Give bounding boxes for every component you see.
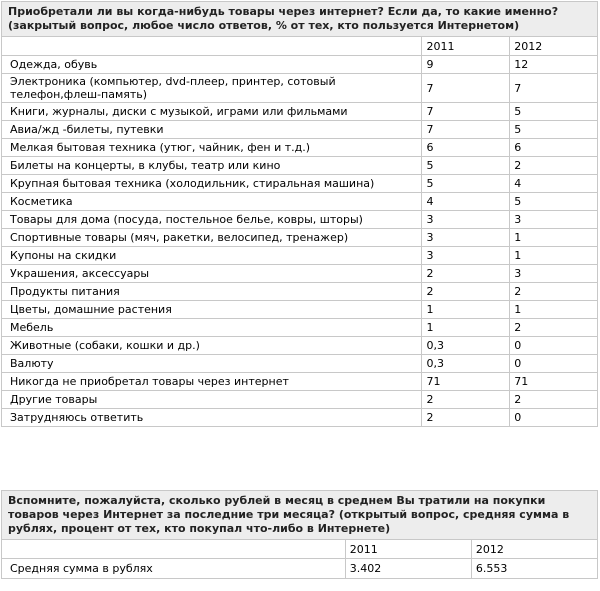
row-label: Мелкая бытовая техника (утюг, чайник, фен и т.д.) — [2, 139, 422, 157]
value-2012: 3 — [510, 265, 598, 283]
header-year-2011: 2011 — [345, 540, 471, 559]
header-row — [2, 37, 598, 56]
table-row — [2, 74, 598, 103]
value-2011: 3 — [422, 229, 510, 247]
row-label: Авиа/жд -билеты, путевки — [2, 121, 422, 139]
table-row — [2, 103, 598, 121]
value-2011: 7 — [422, 74, 510, 103]
value-2012: 0 — [510, 337, 598, 355]
table-row — [2, 283, 598, 301]
value-2011: 2 — [422, 265, 510, 283]
value-2012: 12 — [510, 56, 598, 74]
value-2011: 5 — [422, 157, 510, 175]
table-row — [2, 121, 598, 139]
value-2011: 1 — [422, 301, 510, 319]
header-empty-cell — [2, 540, 346, 559]
header-year-2012: 2012 — [471, 540, 597, 559]
table-row — [2, 193, 598, 211]
value-2012: 3 — [510, 211, 598, 229]
value-2011: 9 — [422, 56, 510, 74]
table-row — [2, 56, 598, 74]
row-label: Животные (собаки, кошки и др.) — [2, 337, 422, 355]
value-2011: 2 — [422, 409, 510, 427]
question-text: Приобретали ли вы когда-нибудь товары через интернет? Если да, то какие именно? (закрытый вопрос, любое число ответов, % от тех, кто пользуется Интернетом) — [2, 2, 598, 37]
spending-table — [1, 490, 598, 579]
value-2011: 7 — [422, 121, 510, 139]
row-label: Одежда, обувь — [2, 56, 422, 74]
table-row — [2, 373, 598, 391]
value-2012: 5 — [510, 103, 598, 121]
row-label: Спортивные товары (мяч, ракетки, велосипед, тренажер) — [2, 229, 422, 247]
row-label: Товары для дома (посуда, постельное белье, ковры, шторы) — [2, 211, 422, 229]
row-label: Средняя сумма в рублях — [2, 559, 346, 579]
value-2011: 71 — [422, 373, 510, 391]
value-2011: 4 — [422, 193, 510, 211]
row-label: Электроника (компьютер, dvd-плеер, принтер, сотовый телефон,флеш-память) — [2, 74, 422, 103]
header-empty-cell — [2, 37, 422, 56]
table-row — [2, 355, 598, 373]
table-row — [2, 301, 598, 319]
table-row — [2, 139, 598, 157]
table-row — [2, 409, 598, 427]
value-2011: 0,3 — [422, 337, 510, 355]
value-2012: 71 — [510, 373, 598, 391]
row-label: Продукты питания — [2, 283, 422, 301]
table-row — [2, 175, 598, 193]
header-year-2011: 2011 — [422, 37, 510, 56]
row-label: Косметика — [2, 193, 422, 211]
row-label: Цветы, домашние растения — [2, 301, 422, 319]
row-label: Купоны на скидки — [2, 247, 422, 265]
value-2012: 6.553 — [471, 559, 597, 579]
value-2012: 1 — [510, 301, 598, 319]
table-row — [2, 211, 598, 229]
value-2011: 2 — [422, 391, 510, 409]
header-year-2012: 2012 — [510, 37, 598, 56]
row-label: Валюту — [2, 355, 422, 373]
value-2011: 0,3 — [422, 355, 510, 373]
value-2012: 2 — [510, 283, 598, 301]
table-row — [2, 559, 598, 579]
row-label: Мебель — [2, 319, 422, 337]
value-2012: 5 — [510, 193, 598, 211]
table-row — [2, 265, 598, 283]
value-2012: 2 — [510, 391, 598, 409]
row-label: Книги, журналы, диски с музыкой, играми или фильмами — [2, 103, 422, 121]
value-2012: 2 — [510, 157, 598, 175]
table-row — [2, 247, 598, 265]
value-2011: 5 — [422, 175, 510, 193]
table-row — [2, 157, 598, 175]
row-label: Билеты на концерты, в клубы, театр или кино — [2, 157, 422, 175]
question-row — [2, 491, 598, 540]
row-label: Крупная бытовая техника (холодильник, стиральная машина) — [2, 175, 422, 193]
value-2011: 6 — [422, 139, 510, 157]
value-2011: 2 — [422, 283, 510, 301]
purchases-table — [1, 1, 598, 427]
row-label: Затрудняюсь ответить — [2, 409, 422, 427]
row-label: Никогда не приобретал товары через интернет — [2, 373, 422, 391]
value-2011: 3.402 — [345, 559, 471, 579]
value-2011: 7 — [422, 103, 510, 121]
value-2012: 2 — [510, 319, 598, 337]
value-2012: 6 — [510, 139, 598, 157]
value-2011: 3 — [422, 247, 510, 265]
row-label: Другие товары — [2, 391, 422, 409]
value-2012: 4 — [510, 175, 598, 193]
value-2012: 1 — [510, 229, 598, 247]
value-2012: 1 — [510, 247, 598, 265]
table-row — [2, 319, 598, 337]
row-label: Украшения, аксессуары — [2, 265, 422, 283]
question-text: Вспомните, пожалуйста, сколько рублей в месяц в среднем Вы тратили на покупки товаров через Интернет за последние три месяца? (открытый вопрос, средняя сумма в рублях, процент от тех, кто покупал что-либо в Интернете) — [2, 491, 598, 540]
value-2011: 1 — [422, 319, 510, 337]
table-row — [2, 391, 598, 409]
value-2011: 3 — [422, 211, 510, 229]
value-2012: 7 — [510, 74, 598, 103]
value-2012: 5 — [510, 121, 598, 139]
header-row — [2, 540, 598, 559]
value-2012: 0 — [510, 409, 598, 427]
question-row — [2, 2, 598, 37]
table-row — [2, 229, 598, 247]
table-row — [2, 337, 598, 355]
value-2012: 0 — [510, 355, 598, 373]
